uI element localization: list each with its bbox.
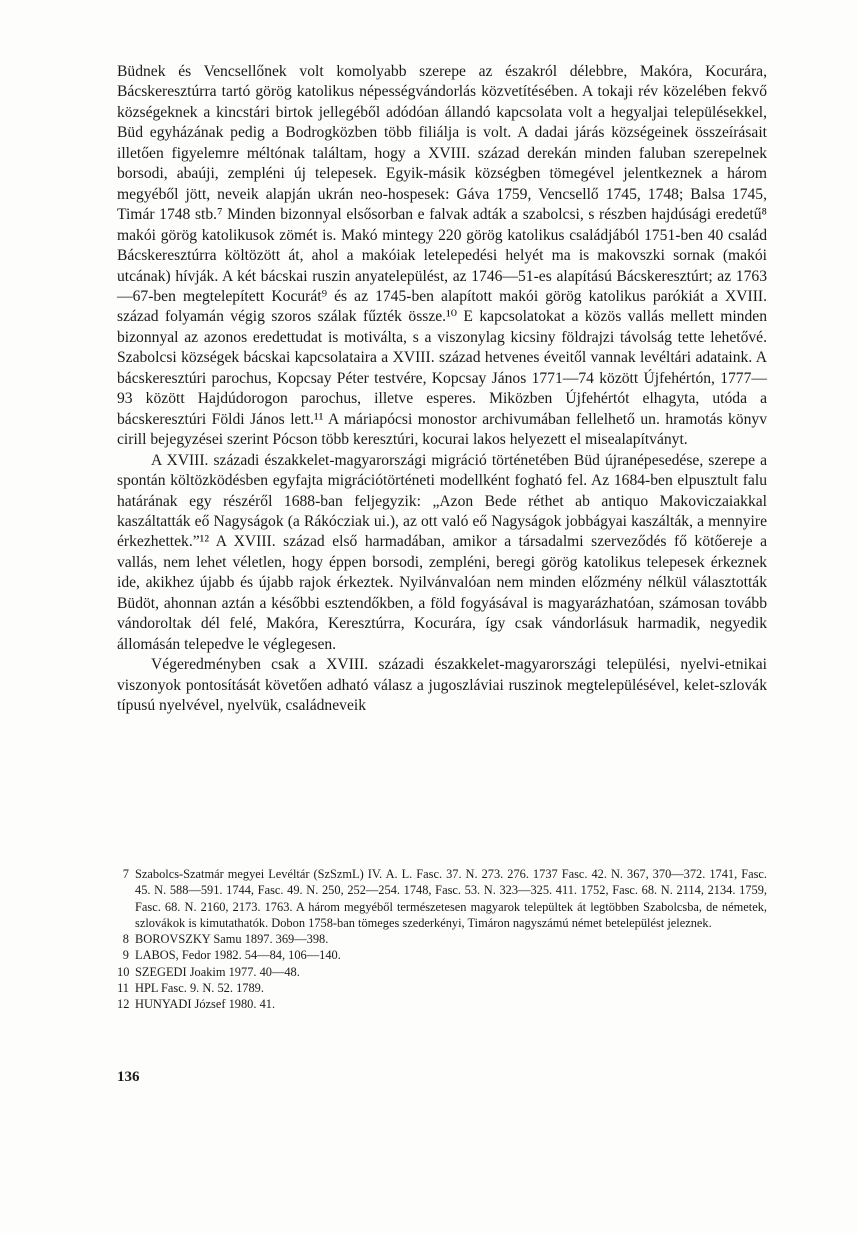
footnote-number: 9 bbox=[122, 948, 129, 963]
footnote-text: HPL Fasc. 9. N. 52. 1789. bbox=[135, 981, 264, 996]
footnote-number: 7 bbox=[122, 867, 129, 881]
footnote-text: SZEGEDI Joakim 1977. 40—48. bbox=[135, 964, 300, 979]
footnote-9 bbox=[117, 947, 767, 963]
page-number: 136 bbox=[117, 1069, 140, 1085]
paragraph-2: A XVIII. századi északkelet-magyarországi migráció történetében Büd újranépesedése, szerepe a spontán költözködésben egyfajta migrációtörténeti modellként fogható fel. Az 1684-ben elpusztult falu határának egy részéről 1688-ban feljegyzik: „Azon Bede réthet ab antiquo Makoviczaiakkal kaszáltatták eő Nagyságok (a Rákócziak ui.), az ott való eő Nagyságok jobbágyai kaszálták, a mennyire érkezhettek.”¹² A XVIII. század első harmadában, amikor a társadalmi szerveződés fő kötőereje a vallás, nem lehet véletlen, hogy éppen borsodi, zempléni, beregi görög katolikus telepesek érkeznek ide, akikhez újabb és újabb rajok érkeztek. Nyilvánvalóan nem minden előzmény nélkül választották Büdöt, ahonnan aztán a későbbi esztendőkben, a föld fogyásával is magyarázhatóan, számosan tovább vándoroltak dél felé, Makóra, Keresztúrra, Kocurára, így csak vándorlásuk harmadik, negyedik állomásán telepedve le véglegesen. bbox=[117, 451, 767, 653]
paragraph-3: Végeredményben csak a XVIII. századi északkelet-magyarországi települési, nyelvi-etnikai viszonyok pontosítását követően adható válasz a jugoszláviai ruszinok megtelepülésével, kelet-szlovák típusú nyelvével, nyelvük, családneveik bbox=[117, 656, 767, 715]
footnote-8 bbox=[117, 931, 767, 947]
footnote-7 bbox=[117, 866, 767, 931]
footnote-text: LABOS, Fedor 1982. 54—84, 106—140. bbox=[135, 948, 341, 963]
footnotes bbox=[117, 866, 767, 1013]
footnote-number: 10 bbox=[117, 964, 130, 979]
main-text bbox=[117, 62, 767, 717]
footnote-number: 11 bbox=[117, 981, 129, 996]
paragraph-1: Büdnek és Vencsellőnek volt komolyabb szerepe az északról délebbre, Makóra, Kocurára, Bácskeresztúrra tartó görög katolikus népességvándorlás közvetítésében. A tokaji rév közelében fekvő községeknek a kincstári birtok jellegéből adódóan állandó kapcsolata volt a hegyaljai településekkel, Büd egyházának pedig a Bodrogközben több filiálja is volt. A dadai járás községeinek összeírásait illetően figyelemre méltónak találtam, hogy a XVIII. század derekán minden faluban szerepelnek borsodi, abaúji, zempléni új telepesek. Egyik-másik községben tömegével jelentkeznek a három megyéből jött, neveik alapján ukrán neo-hospesek: Gáva 1759, Vencsellő 1745, 1748; Balsa 1745, Timár 1748 stb.⁷ Minden bizonnyal elsősorban e falvak adták a szabolcsi, s részben hajdúsági eredetű⁸ makói görög katolikusok zömét is. Makó mintegy 220 görög katolikus családjából 1751-ben 40 család Bácskeresztúrra költözött át, ahol a makóiak letelepedési helyét ma is makovszki sornak (makói utcának) hívják. A két bácskai ruszin anyatelepülést, az 1746—51-es alapítású Bácskeresztúrt; az 1763—67-ben megtelepített Kocurát⁹ és az 1745-ben alapított makói görög katolikus parókiát a XVIII. század folyamán végig szoros szálak fűzték össze.¹⁰ E kapcsolatokat a közös vallás mellett minden bizonnyal az azonos eredettudat is motiválta, s a viszonylag kicsiny földrajzi távolság tette lehetővé. Szabolcsi községek bácskai kapcsolataira a XVIII. század hetvenes éveitől vannak levéltári adataink. A bácskeresztúri parochus, Kopcsay Péter testvére, Kopcsay János 1771—74 között Újfehértón, 1777—93 között Hajdúdorogon parochus, illetve esperes. Miközben Újfehértót elhagyta, utóda a bácskeresztúri Földi János lett.¹¹ A máriapócsi monostor archivumában fellelhető un. hramotás könyv cirill bejegyzései szerint Pócson több keresztúri, kocurai lakos helyezett el misealapítványt. bbox=[117, 63, 767, 449]
footnote-11 bbox=[117, 980, 767, 996]
footnote-text: Szabolcs-Szatmár megyei Levéltár (SzSzmL) IV. A. L. Fasc. 37. N. 273. 276. 1737 Fasc. 42. N. 367, 370—372. 1741, Fasc. 45. N. 588—591. 1744, Fasc. 49. N. 250, 252—254. 1748, Fasc. 53. N. 323—325. 411. 1752, Fasc. 68. N. 2114, 2134. 1759, Fasc. 68. N. 2160, 2173. 1763. A három megyéből természetesen magyarok települtek át legtöbben Szabolcsba, de németek, szlovákok is kimutathatók. Dobon 1758-ban tömeges szederkényi, Timáron nagyszámú német betelepülést jeleznek. bbox=[135, 867, 767, 930]
footnote-text: BOROVSZKY Samu 1897. 369—398. bbox=[135, 932, 329, 947]
footnote-text: HUNYADI József 1980. 41. bbox=[135, 997, 276, 1012]
footnote-number: 12 bbox=[117, 997, 130, 1012]
footnote-10 bbox=[117, 964, 767, 980]
footnote-12 bbox=[117, 996, 767, 1012]
footnote-number: 8 bbox=[122, 932, 129, 947]
